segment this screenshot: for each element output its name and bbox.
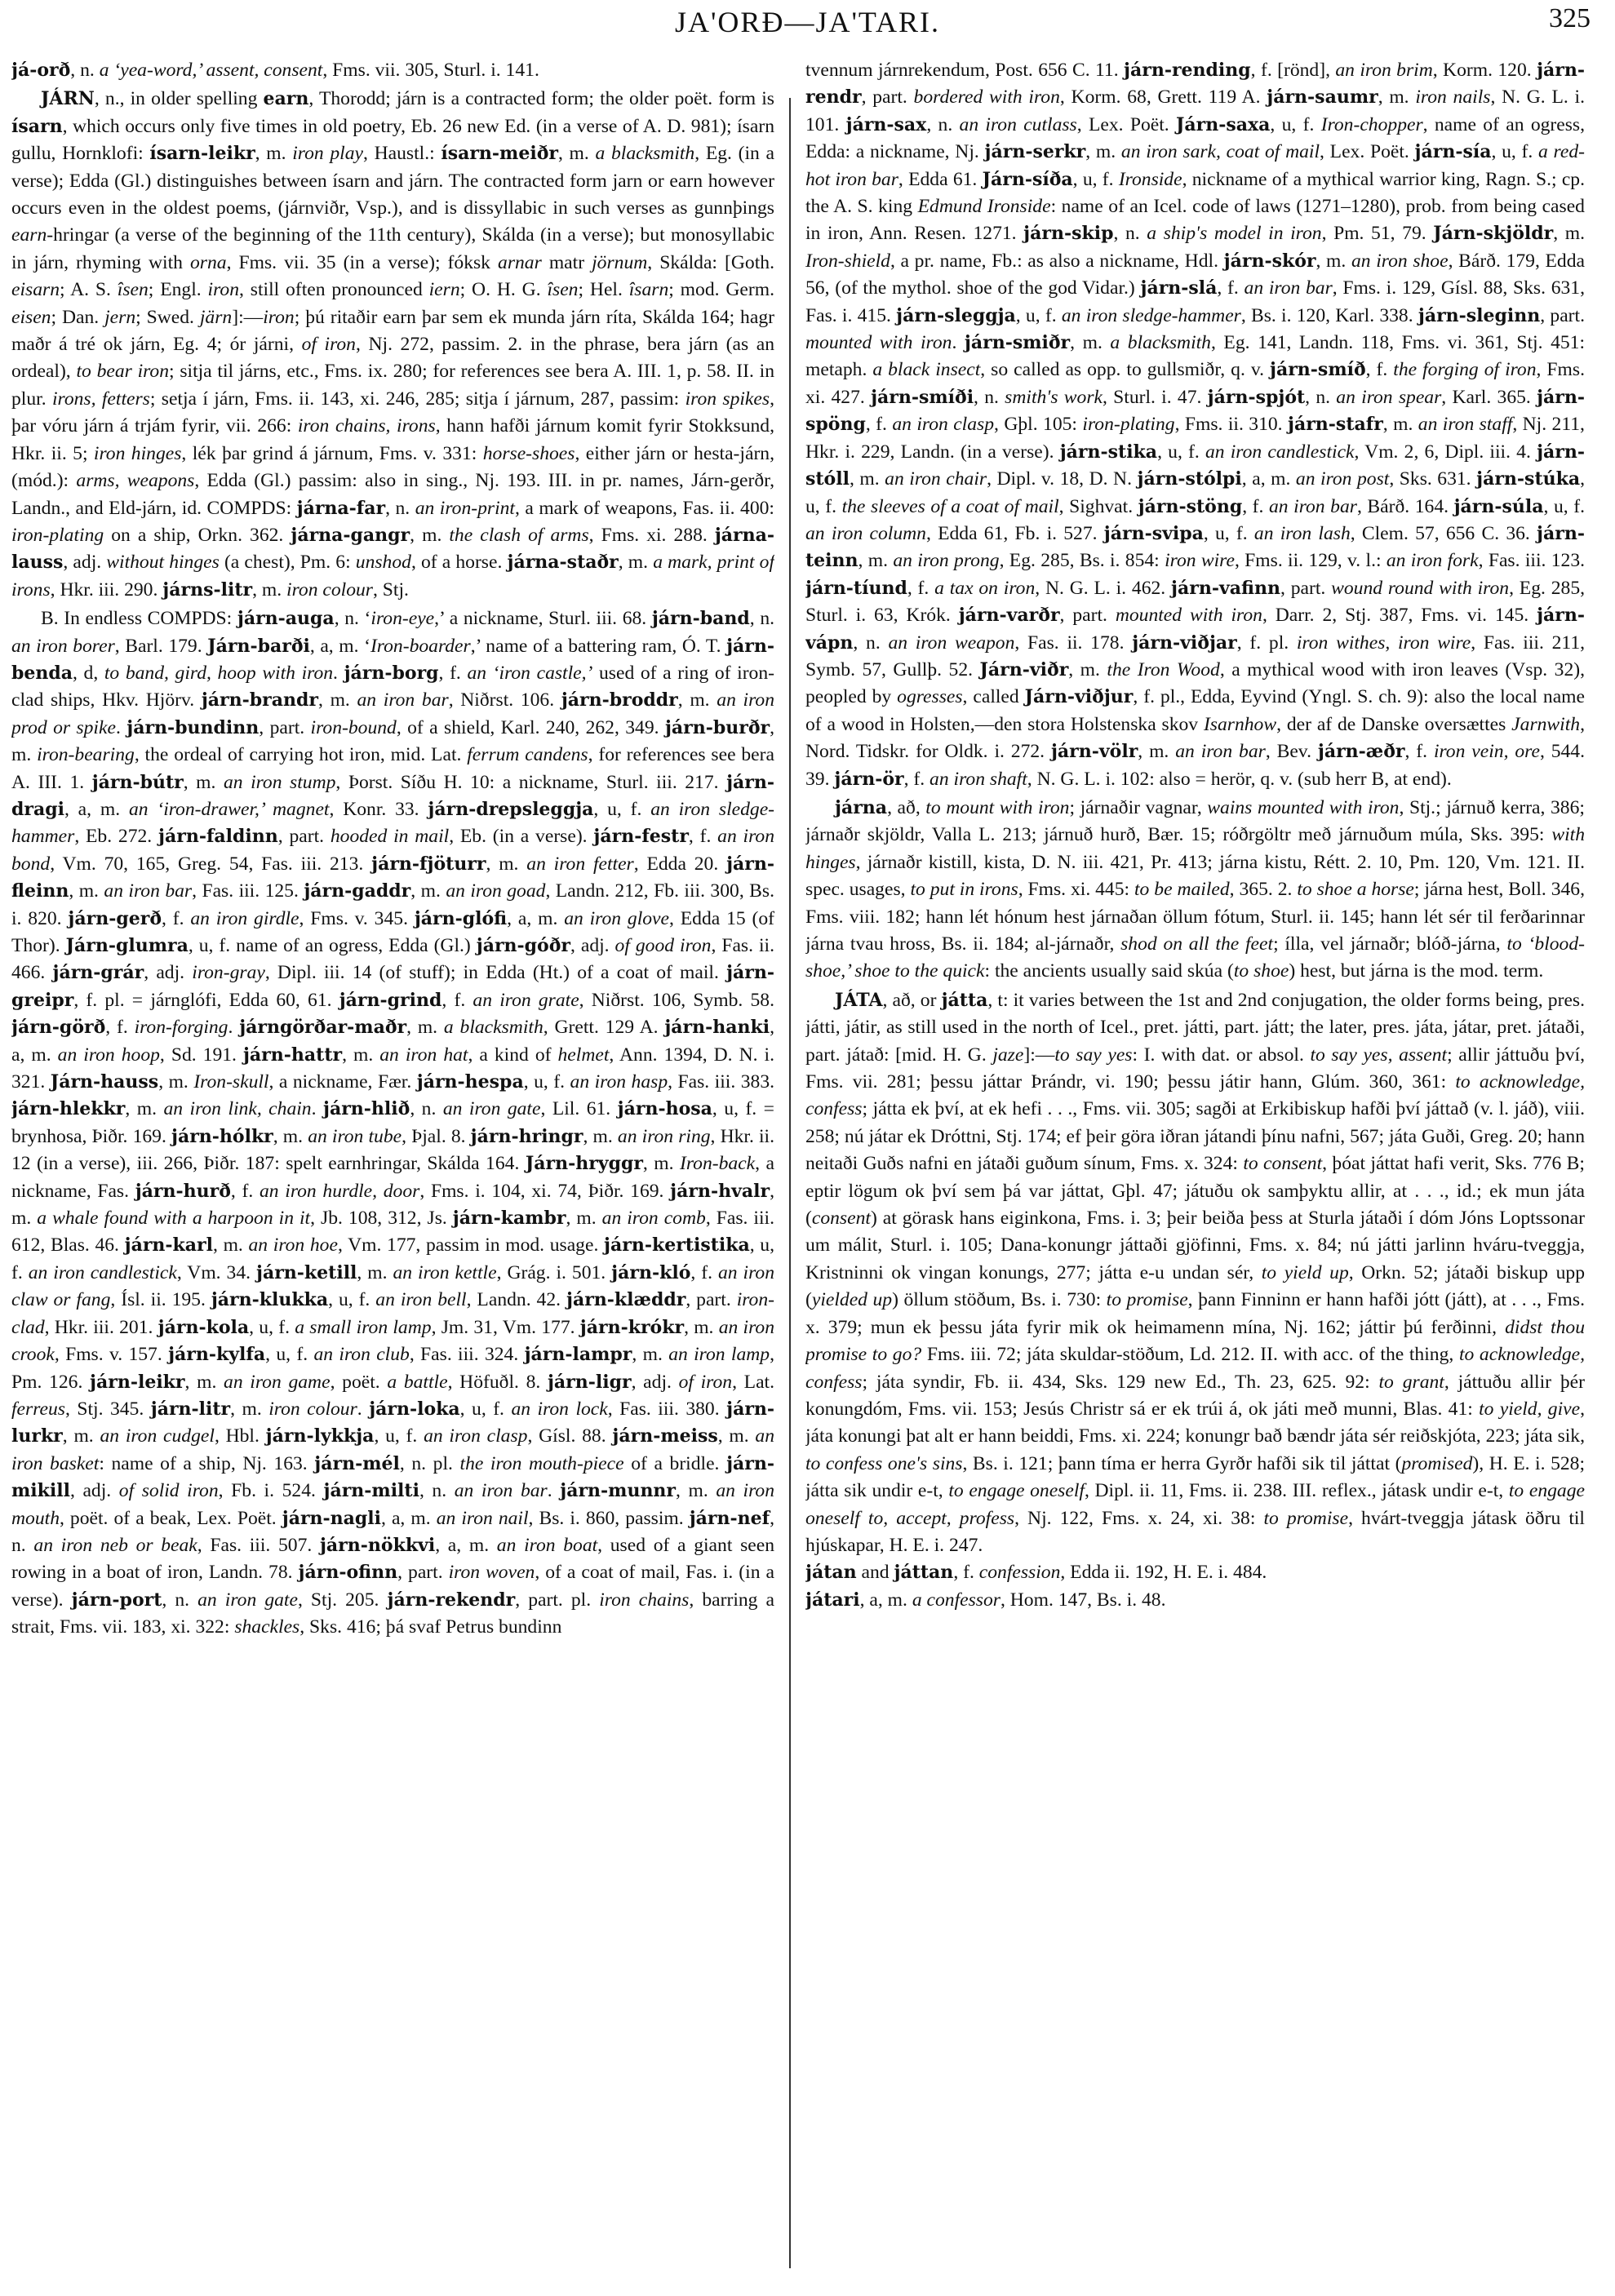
dictionary-entry: járna, að, to mount with iron; járnaðir vagnar, wains mounted with iron, Stj.; járnuð kerra, 386; járnaðr skjöldr, Valla L. 213; járnuð hurð, Bær. 15; róðrgöltr með járnuðum múla, Sks. 395: with hinges, járnaðr kistill, kista, D. N. iii. 421, Pr. 413; járna kistu, Rétt. 2. 10, Pm. 120, Vm. 121. II. spec. usages, to put in irons, Fms. xi. 445: to be mailed, 365. 2. to shoe a horse; járna hest, Boll. 346, Fms. viii. 182; hann lét hónum hest járnaðan öllum fótum, Sturl. ii. 145; hann lét sér til ferðarinnar járna tvau hross, Bs. ii. 184; al-járnaðr, shod on all the feet; ílla, vel járnaðr; blóð-járna, to ‘blood-shoe,’ shoe to the quick: the ancients usually said skúa (to shoe) hest, but járna is the mod. term. [805, 796, 1585, 982]
dictionary-entry: játan and játtan, f. confession, Edda ii. 192, H. E. i. 484. [805, 1562, 1267, 1584]
page-header [0, 0, 1615, 44]
dictionary-entry: JÁRN, n., in older spelling earn, Thorodd; járn is a contracted form; the older poët. form is ísarn, which occurs only five times in old poetry, Eb. 26 new Ed. (in a verse of A. D. 981); ísarn gullu, Hornklofi: ísarn-leikr, m. iron play, Haustl.: ísarn-meiðr, m. a blacksmith, Eg. (in a verse); Edda (Gl.) distinguishes between ísarn and járn. The contracted form jarn or earn however occurs even in the oldest poems, (járnviðr, Vsp.), and is dissyllabic in such verses as gunnþings earn-hringar (a verse of the beginning of the 11th century), Skálda (in a verse); but monosyllabic in járn, rhyming with orna, Fms. vii. 35 (in a verse); fóksk arnar matr jörnum, Skálda: [Goth. eisarn; A. S. îsen; Engl. iron, still often pronounced iern; O. H. G. îsen; Hel. îsarn; mod. Germ. eisen; Dan. jern; Swed. järn]:—iron; þú ritaðir earn þar sem ek munda járn ríta, Skálda 164; hagr maðr á tré ok járn, Eg. 4; ór járni, of iron, Nj. 272, passim. 2. in the phrase, bera járn (as an ordeal), to bear iron; sitja til járns, etc., Fms. ix. 280; for references see bera A. III. 1, p. 58. II. in plur. irons, fetters; setja í járn, Fms. ii. 143, xi. 246, 285; sitja í járnum, 287, passim: iron spikes, þar vóru járn á trjám fyrir, vii. 266: iron chains, irons, hann hafði járnum komit fyrir Stokksund, Hkr. ii. 5; iron hinges, lék þar grind á járnum, Fms. v. 331: horse-shoes, either járn or hesta-járn, (mód.): arms, weapons, Edda (Gl.) passim: also in sing., Nj. 193. III. in pr. names, Járn-gerðr, Landn., and Eld-járn, id. COMPDS: járna-far, n. an iron-print, a mark of weapons, Fas. ii. 400: iron-plating on a ship, Orkn. 362. járna-gangr, m. the clash of arms, Fms. xi. 288. járna-lauss, adj. without hinges (a chest), Pm. 6: unshod, of a horse. járna-staðr, m. a mark, print of irons, Hkr. iii. 290. járns-litr, m. iron colour, Stj. [11, 88, 774, 601]
dictionary-entry: B. In endless COMPDS: járn-auga, n. ‘iron-eye,’ a nickname, Sturl. iii. 68. járn-band, n. an iron borer, Barl. 179. Járn-barði, a, m. ‘Iron-boarder,’ name of a battering ram, Ó. T. járn-benda, d, to band, gird, hoop with iron. járn-borg, f. an ‘iron castle,’ used of a ring of iron-clad ships, Hkv. Hjörv. járn-brandr, m. an iron bar, Niðrst. 106. járn-broddr, m. an iron prod or spike. járn-bundinn, part. iron-bound, of a shield, Karl. 240, 262, 349. járn-burðr, m. iron-bearing, the ordeal of carrying hot iron, mid. Lat. ferrum candens, for references see bera A. III. 1. járn-bútr, m. an iron stump, Þorst. Síðu H. 10: a nickname, Sturl. iii. 217. járn-dragi, a, m. an ‘iron-drawer,’ magnet, Konr. 33. járn-drepsleggja, u, f. an iron sledge-hammer, Eb. 272. járn-faldinn, part. hooded in mail, Eb. (in a verse). járn-festr, f. an iron bond, Vm. 70, 165, Greg. 54, Fas. iii. 213. járn-fjöturr, m. an iron fetter, Edda 20. járn-fleinn, m. an iron bar, Fas. iii. 125. járn-gaddr, m. an iron goad, Landn. 212, Fb. iii. 300, Bs. i. 820. járn-gerð, f. an iron girdle, Fms. v. 345. járn-glófi, a, m. an iron glove, Edda 15 (of Thor). Járn-glumra, u, f. name of an ogress, Edda (Gl.) járn-góðr, adj. of good iron, Fas. ii. 466. járn-grár, adj. iron-gray, Dipl. iii. 14 (of stuff); in Edda (Ht.) of a coat of mail. járn-greipr, f. pl. = járnglófi, Edda 60, 61. járn-grind, f. an iron grate, Niðrst. 106, Symb. 58. járn-görð, f. iron-forging. járngörðar-maðr, m. a blacksmith, Grett. 129 A. járn-hanki, a, m. an iron hoop, Sd. 191. járn-hattr, m. an iron hat, a kind of helmet, Ann. 1394, D. N. i. 321. Járn-hauss, m. Iron-skull, a nickname, Fær. járn-hespa, u, f. an iron hasp, Fas. iii. 383. járn-hlekkr, m. an iron link, chain. járn-hlið, n. an iron gate, Lil. 61. járn-hosa, u, f. = brynhosa, Þiðr. 169. járn-hólkr, m. an iron tube, Þjal. 8. járn-hringr, m. an iron ring, Hkr. ii. 12 (in a verse), iii. 266, Þiðr. 187: spelt earnhringar, Skálda 164. Járn-hryggr, m. Iron-back, a nickname, Fas. járn-hurð, f. an iron hurdle, door, Fms. i. 104, xi. 74, Þiðr. 169. járn-hvalr, m. a whale found with a harpoon in it, Jb. 108, 312, Js. járn-kambr, m. an iron comb, Fas. iii. 612, Blas. 46. járn-karl, m. an iron hoe, Vm. 177, passim in mod. usage. járn-kertistika, u, f. an iron candlestick, Vm. 34. járn-ketill, m. an iron kettle, Grág. i. 501. járn-kló, f. an iron claw or fang, Ísl. ii. 195. járn-klukka, u, f. an iron bell, Landn. 42. járn-klæddr, part. iron-clad, Hkr. iii. 201. járn-kola, u, f. a small iron lamp, Jm. 31, Vm. 177. járn-krókr, m. an iron crook, Fms. v. 157. járn-kylfa, u, f. an iron club, Fas. iii. 324. járn-lampr, m. an iron lamp, Pm. 126. járn-leikr, m. an iron game, poët. a battle, Höfuðl. 8. járn-ligr, adj. of iron, Lat. ferreus, Stj. 345. járn-litr, m. iron colour. járn-loka, u, f. an iron lock, Fas. iii. 380. járn-lurkr, m. an iron cudgel, Hbl. járn-lykkja, u, f. an iron clasp, Gísl. 88. járn-meiss, m. an iron basket: name of a ship, Nj. 163. járn-mél, n. pl. the iron mouth-piece of a bridle. járn-mikill, adj. of solid iron, Fb. i. 524. járn-milti, n. an iron bar. járn-munnr, m. an iron mouth, poët. of a beak, Lex. Poët. járn-nagli, a, m. an iron nail, Bs. i. 860, passim. járn-nef, n. an iron neb or beak, Fas. iii. 507. járn-nökkvi, a, m. an iron boat, used of a giant seen rowing in a boat of iron, Landn. 78. járn-ofinn, part. iron woven, of a coat of mail, Fas. i. (in a verse). járn-port, n. an iron gate, Stj. 205. járn-rekendr, part. pl. iron chains, barring a strait, Fms. vii. 183, xi. 322: shackles, Sks. 416; þá svaf Petrus bundinn [11, 608, 774, 1638]
dictionary-entry: tvennum járnrekendum, Post. 656 C. 11. járn-rending, f. [rönd], an iron brim, Korm. 120. járn-rendr, part. bordered with iron, Korm. 68, Grett. 119 A. járn-saumr, m. iron nails, N. G. L. i. 101. járn-sax, n. an iron cutlass, Lex. Poët. Járn-saxa, u, f. Iron-chopper, name of an ogress, Edda: a nickname, Nj. járn-serkr, m. an iron sark, coat of mail, Lex. Poët. járn-sía, u, f. a red-hot iron bar, Edda 61. Járn-síða, u, f. Ironside, nickname of a mythical warrior king, Ragn. S.; cp. the A. S. king Edmund Ironside: name of an Icel. code of laws (1271–1280), prob. from being cased in iron, Ann. Resen. 1271. járn-skip, n. a ship's model in iron, Pm. 51, 79. Járn-skjöldr, m. Iron-shield, a pr. name, Fb.: as also a nickname, Hdl. járn-skór, m. an iron shoe, Bárð. 179, Edda 56, (of the mythol. shoe of the god Vidar.) járn-slá, f. an iron bar, Fms. i. 129, Gísl. 88, Sks. 631, Fas. i. 415. járn-sleggja, u, f. an iron sledge-hammer, Bs. i. 120, Karl. 338. járn-sleginn, part. mounted with iron. járn-smiðr, m. a blacksmith, Eg. 141, Landn. 118, Fms. vi. 361, Stj. 451: metaph. a black insect, so called as opp. to gullsmiðr, q. v. járn-smíð, f. the forging of iron, Fms. xi. 427. járn-smíði, n. smith's work, Sturl. i. 47. járn-spjót, n. an iron spear, Karl. 365. járn-spöng, f. an iron clasp, Gþl. 105: iron-plating, Fms. ii. 310. járn-stafr, m. an iron staff, Nj. 211, Hkr. i. 229, Landn. (in a verse). járn-stika, u, f. an iron candlestick, Vm. 2, 6, Dipl. iii. 4. járn-stóll, m. an iron chair, Dipl. v. 18, D. N. járn-stólpi, a, m. an iron post, Sks. 631. járn-stúka, u, f. the sleeves of a coat of mail, Sighvat. járn-stöng, f. an iron bar, Bárð. 164. járn-súla, u, f. an iron column, Edda 61, Fb. i. 527. járn-svipa, u, f. an iron lash, Clem. 57, 656 C. 36. járn-teinn, m. an iron prong, Eg. 285, Bs. i. 854: iron wire, Fms. ii. 129, v. l.: an iron fork, Fas. iii. 123. járn-tíund, f. a tax on iron, N. G. L. i. 462. járn-vafinn, part. wound round with iron, Eg. 285, Sturl. i. 63, Krók. járn-varðr, part. mounted with iron, Darr. 2, Stj. 387, Fms. vi. 145. járn-vápn, n. an iron weapon, Fas. ii. 178. járn-viðjar, f. pl. iron withes, iron wire, Fas. iii. 211, Symb. 57, Gullþ. 52. Járn-viðr, m. the Iron Wood, a mythical wood with iron leaves (Vsp. 32), peopled by ogresses, called Járn-viðjur, f. pl., Edda, Eyvind (Yngl. S. ch. 9): also the local name of a wood in Holsten,—den stora Holstenska skov Isarnhow, der af de Danske oversættes Jarnwith, Nord. Tidskr. for Oldk. i. 272. járn-völr, m. an iron bar, Bev. járn-æðr, f. iron vein, ore, 544. 39. járn-ör, f. an iron shaft, N. G. L. i. 102: also = herör, q. v. (sub herr B, at end). [805, 60, 1585, 790]
left-column [11, 57, 774, 2285]
dictionary-entry: JÁTA, að, or játta, t: it varies between the 1st and 2nd conjugation, the older forms being, pres. játti, játir, as still used in the north of Icel., pret. játti, part. játt; the later, pres. játa, játar, pret. játaði, part. játað: [mid. H. G. jaze]:—to say yes: I. with dat. or absol. to say yes, assent; allir játtuðu því, Fms. vii. 281; þessu játtar Þrándr, vi. 190; þessu játir hann, Glúm. 360, 361: to acknowledge, confess; játta ek því, at ek hefi . . ., Fms. vii. 305; sagði at Erkibiskup hafði því játtað (v. l. jáð), viii. 258; nú játar ek Dróttni, Stj. 174; ef þeir göra iðran játandi þínu nafni, 567; játa Guði, Greg. 20; hann neitaði Guðs nafni en játaði guðum sínum, Fms. x. 324: to consent, þóat játtat hafi verit, Sks. 776 B; eptir lögum ok því sem þá var játtat, Gþl. 47; játuðu ok samþyktu allir, at . . ., id.; ek mun játa (consent) at görask hans eiginkona, Fms. i. 3; þeir beiða þess at Sturla játaði í dóm Jóns Loptssonar um málit, Sturl. i. 105; Dana-konungr játtaði gjöfinni, Fms. x. 84; nú játti jarlinn hváru-tveggja, Kristninni ok vingan konungs, 277; játta e-u undan sér, to yield up, Orkn. 52; játaði biskup upp (yielded up) öllum stöðum, Bs. i. 730: to promise, þann Finninn er hann hafði jótt (játt), at . . ., Fms. x. 379; mun ek þessu játa fyrir mik ok heimamenn mína, Nj. 162; játtir þú ferðinni, didst thou promise to go? Fms. iii. 72; játa skuldar-stöðum, Ld. 212. II. with acc. of the thing, to acknowledge, confess; játa syndir, Fb. ii. 434, Sks. 129 new Ed., Th. 23, 625. 92: to grant, játtuðu allir þér konungdóm, Fms. vii. 153; Jesús Christr sá er ek trúi á, ok játi með munni, Blas. 41: to yield, give, játa konungi þat alt er hann beiddi, Fms. xi. 224; konungr bað bændr játa sér reiðskjóta, 223; játa sik, to confess one's sins, Bs. i. 121; þann tíma er herra Gyrðr hafði sik til játtat (promised), H. E. i. 528; játta sik undir e-t, to engage oneself, Dipl. ii. 11, Fms. ii. 238. III. reflex., játask undir e-t, to engage oneself to, accept, profess, Nj. 122, Fms. x. 24, xi. 38: to promise, hvárt-tveggja játask öðru til hjúskapar, H. E. i. 247. [805, 989, 1585, 1556]
running-head: JA'ORÐ—JA'TARI. [674, 6, 941, 38]
right-column [805, 57, 1585, 2285]
dictionary-entry: játari, a, m. a confessor, Hom. 147, Bs. i. 48. [805, 1589, 1166, 1611]
column-divider [789, 98, 791, 2268]
page-number: 325 [1549, 3, 1591, 33]
dictionary-entry: já-orð, n. a ‘yea-word,’ assent, consent, Fms. vii. 305, Sturl. i. 141. [11, 60, 539, 81]
